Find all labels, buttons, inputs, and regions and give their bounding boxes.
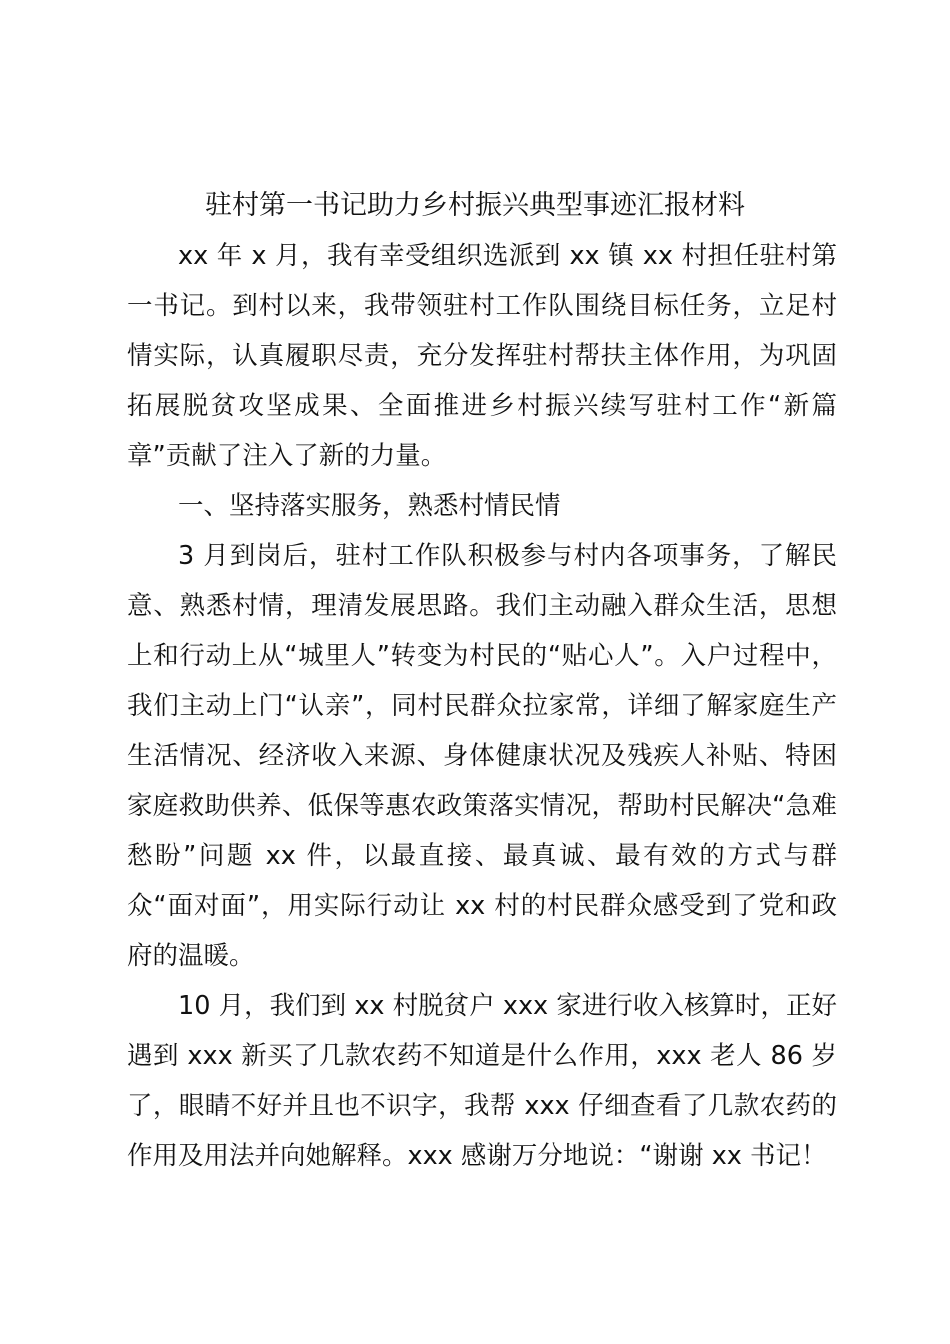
paragraph-october: 10 月，我们到 xx 村脱贫户 xxx 家进行收入核算时，正好遇到 xxx 新买了几款农药不知道是什么作用，xxx 老人 86 岁了，眼睛不好并且也不识字，我帮 xxx 仔细查看了几款农药的作用及用法并向她解释。xxx 感谢万分地说：“谢谢 xx 书记！: [127, 991, 837, 1171]
section-heading: 一、坚持落实服务，熟悉村情民情: [178, 491, 561, 521]
paragraph-service: 3 月到岗后，驻村工作队积极参与村内各项事务，了解民意、熟悉村情，理清发展思路。我们主动融入群众生活，思想上和行动上从“城里人”转变为村民的“贴心人”。入户过程中，我们主动上门“认亲”，同村民群众拉家常，详细了解家庭生产生活情况、经济收入来源、身体健康状况及残疾人补贴、特困家庭救助供养、低保等惠农政策落实情况，帮助村民解决“急难愁盼”问题 xx 件，以最直接、最真诚、最有效的方式与群众“面对面”，用实际行动让 xx 村的村民群众感受到了党和政府的温暖。: [127, 541, 837, 971]
document-body: [127, 231, 837, 1181]
paragraph-intro: xx 年 x 月，我有幸受组织选派到 xx 镇 xx 村担任驻村第一书记。到村以来，我带领驻村工作队围绕目标任务，立足村情实际，认真履职尽责，充分发挥驻村帮扶主体作用，为巩固拓展脱贫攻坚成果、全面推进乡村振兴续写驻村工作“新篇章”贡献了注入了新的力量。: [127, 241, 837, 471]
document-title: 驻村第一书记助力乡村振兴典型事迹汇报材料: [205, 190, 745, 221]
